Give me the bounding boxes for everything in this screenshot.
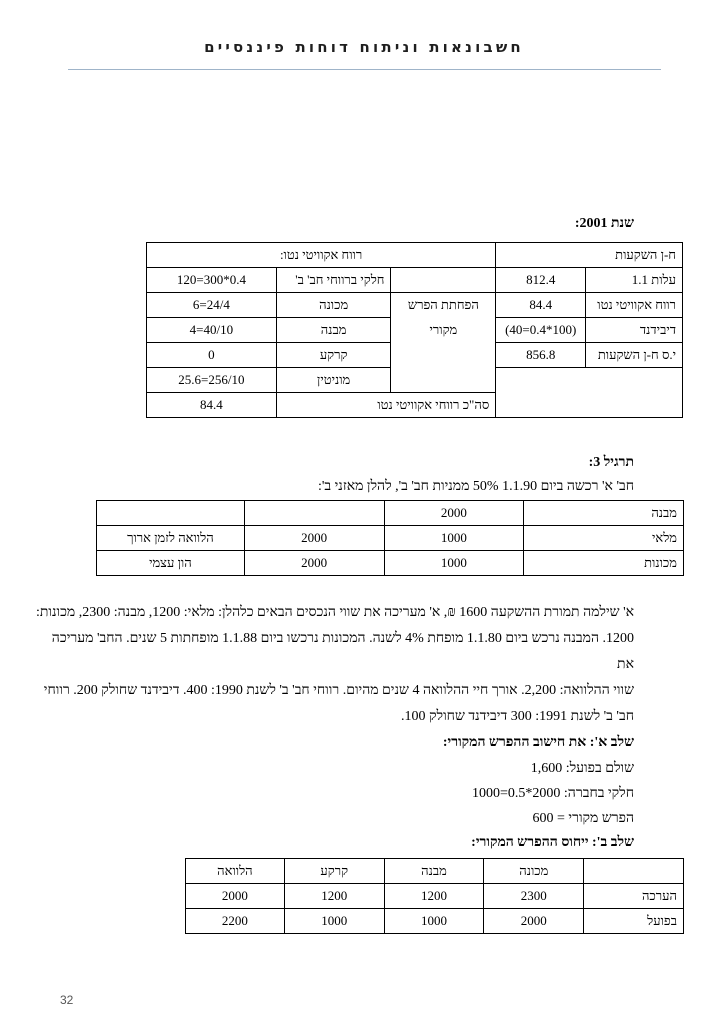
cell: הון עצמי [97,551,245,576]
cell: קרקע [284,859,384,884]
investment-account-header: ח-ן השקעות [496,243,683,268]
exercise-3-intro: חב' א' רכשה ביום 1.1.90 50% ממניות חב' ב', להלן מאזני ב': [317,479,634,494]
cell: מכונות [524,551,684,576]
cell: 1200 [284,884,384,909]
row-value: 856.8 [496,343,586,368]
row-value: (100*0.4=40) [496,318,586,343]
cell: מלאי [524,526,684,551]
cell: מכונה [484,859,584,884]
row-label: מכונה [276,293,391,318]
cell: בפועל [584,909,684,934]
section-2001-title: שנת 2001: [574,216,634,231]
cell: 2000 [244,526,384,551]
row-value: 84.4 [496,293,586,318]
row-value: 0 [147,343,277,368]
row-label: חלקי ברווחי חב' ב' [276,268,391,293]
row-value: 0.4*300=120 [147,268,277,293]
stage-a-lines [472,756,634,831]
equity-profit-header: רווח אקוויטי נטו: [147,243,496,268]
row-value: 24/4=6 [147,293,277,318]
cell: הלוואה [186,859,285,884]
row-label: מבנה [276,318,391,343]
total-label: סה"כ רווחי אקוויטי נטו [276,393,495,418]
row-label: קרקע [276,343,391,368]
middle-label-b: מקורי [391,318,496,343]
row-value: 256/10=25.6 [147,368,277,393]
cell: מבנה [384,859,484,884]
stage-a-title: שלב א': את חישוב ההפרש המקורי: [442,735,634,750]
cell: 2200 [186,909,285,934]
paragraph-line: חב' ב' לשנת 1991: 300 דיבידנד שחולק 100. [401,709,634,724]
stage-a-line: הפרש מקורי = 600 [532,811,634,826]
cell [584,859,684,884]
cell: 1000 [384,526,524,551]
investment-account-table [146,242,683,418]
middle-label-a: הפחתת הפרש [391,293,496,318]
cell: 1000 [284,909,384,934]
header-rule [68,69,661,70]
stage-b-title: שלב ב': ייחוס ההפרש המקורי: [471,835,634,850]
row-label: רווח אקוויטי נטו [586,293,683,318]
paragraph-line: א' שילמה תמורת ההשקעה 1600 ₪, א' מעריכה את שווי הנכסים הבאים כלהלן: מלאי: 1200, מבנה: 2300, מכונות: [35,605,634,620]
cell: 1200 [384,884,484,909]
exercise-3-paragraph [34,600,634,730]
cell: 1000 [384,551,524,576]
balance-sheet-table [96,500,684,576]
header-title: חשבונאות וניתוח דוחות פיננסיים [204,38,524,56]
cell: 2000 [384,501,524,526]
exercise-3-title: תרגיל 3: [588,455,634,470]
cell: 2000 [186,884,285,909]
cell [244,501,384,526]
cell: 2300 [484,884,584,909]
cell: הלוואה לזמן ארוך [97,526,245,551]
stage-a-line: שולם בפועל: 1,600 [530,761,634,776]
paragraph-line: 1200. המבנה נרכש ביום 1.1.80 מופחת 4% לשנה. המכונות נרכשו ביום 1.1.88 מופחתות 5 שנים. החב' מעריכה את [51,631,634,672]
cell: מבנה [524,501,684,526]
attribution-table [185,858,684,934]
cell: 1000 [384,909,484,934]
cell: 2000 [484,909,584,934]
total-value: 84.4 [147,393,277,418]
cell: הערכה [584,884,684,909]
row-label: עלות 1.1 [586,268,683,293]
stage-a-line: חלקי בחברה: 2000*0.5=1000 [471,786,634,801]
paragraph-line: שווי ההלוואה: 2,200. אורך חיי ההלוואה 4 שנים מהיום. רווחי חב' ב' לשנת 1990: 400. דיבידנד שחולק 200. רווחי [43,683,634,698]
row-label: י.ס ח-ן השקעות [586,343,683,368]
cell [97,501,245,526]
page-number: 32 [60,993,74,1007]
row-label: מוניטין [276,368,391,393]
row-label: דיבידנד [586,318,683,343]
cell: 2000 [244,551,384,576]
row-value: 40/10=4 [147,318,277,343]
row-value: 812.4 [496,268,586,293]
